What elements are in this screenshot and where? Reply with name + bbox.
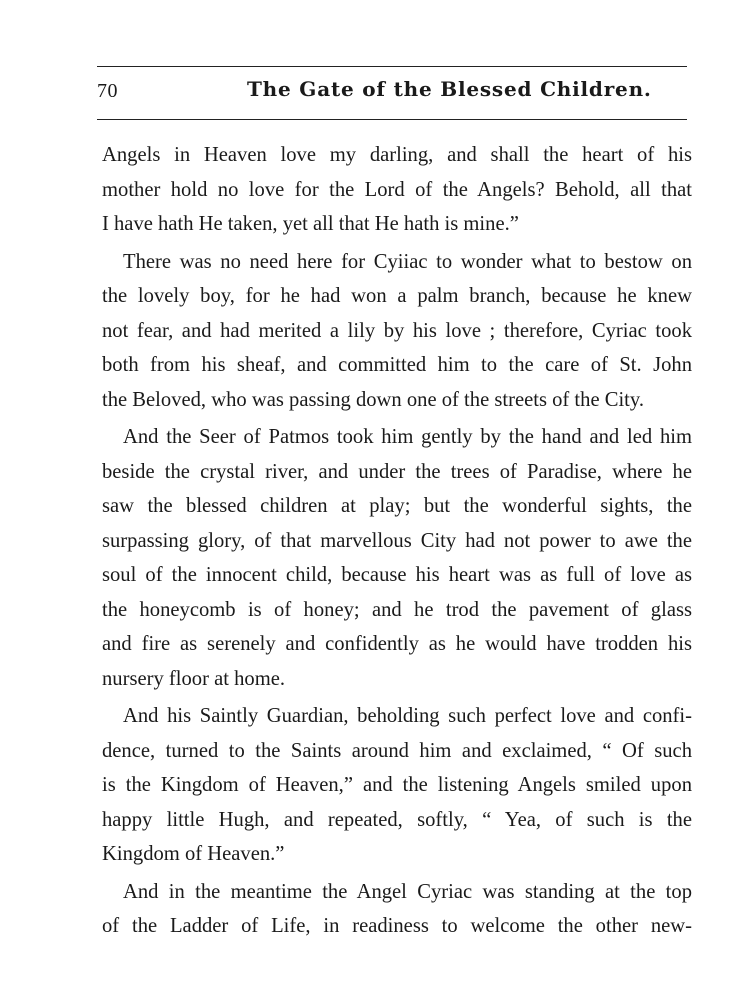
text-line: happy little Hugh, and repeated, softly, “ Yea, of such is the [102,808,692,831]
header-rule-top [97,66,687,67]
text-line: is the Kingdom of Heaven,” and the listening Angels smiled upon [102,774,692,796]
text-line: the lovely boy, for he had won a palm branch, because he knew [102,285,692,307]
page-number: 70 [97,80,118,102]
text-line: mother hold no love for the Lord of the Angels? Behold, all that [102,178,692,201]
text-line: And his Saintly Guardian, beholding such perfect love and confi- [123,705,692,727]
text-line: dence, turned to the Saints around him and exclaimed, “ Of such [102,739,692,762]
paragraph [102,138,692,242]
text-line: nursery floor at home. [102,667,286,690]
text-line: both from his sheaf, and committed him to the care of St. John [102,354,692,376]
text-line: saw the blessed children at play; but the wonderful sights, the [102,495,692,517]
paragraph [102,420,692,696]
text-line: I have hath He taken, yet all that He hath is mine.” [102,213,519,235]
text-line: the honeycomb is of honey; and he trod the pavement of glass [102,598,692,621]
text-line: And in the meantime the Angel Cyriac was standing at the top [123,880,692,903]
text-line: beside the crystal river, and under the trees of Paradise, where he [102,460,692,483]
running-header [97,74,687,112]
paragraph [102,875,692,944]
text-line: not fear, and had merited a lily by his love ; therefore, Cyriac took [102,319,692,342]
text-line: of the Ladder of Life, in readiness to welcome the other new- [102,915,692,937]
running-title: The Gate of the Blessed Children. [247,77,652,101]
text-line: Kingdom of Heaven.” [102,843,285,865]
body-text [102,138,692,944]
header-rule-bottom [97,119,687,120]
text-line: Angels in Heaven love my darling, and shall the heart of his [102,144,692,166]
text-line: and fire as serenely and confidently as he would have trodden his [102,633,692,655]
text-line: And the Seer of Patmos took him gently by the hand and led him [123,426,692,448]
paragraph [102,699,692,872]
text-line: the Beloved, who was passing down one of the streets of the City. [102,388,645,411]
paragraph [102,245,692,418]
text-line: soul of the innocent child, because his heart was as full of love as [102,564,692,586]
text-line: There was no need here for Cyiiac to wonder what to bestow on [123,250,692,273]
text-line: surpassing glory, of that marvellous City had not power to awe the [102,529,692,552]
